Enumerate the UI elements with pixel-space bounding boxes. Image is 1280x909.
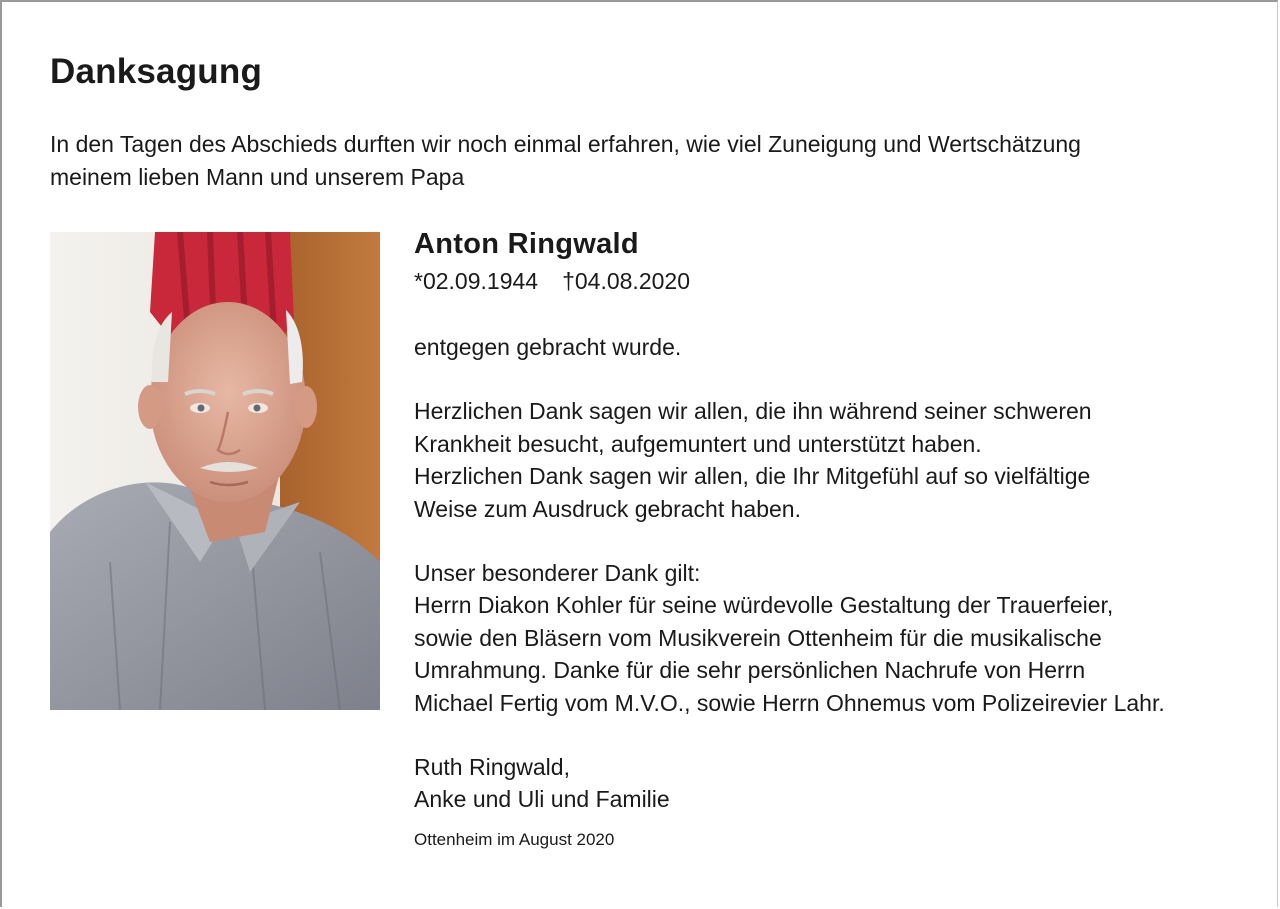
thanks-line: Herzlichen Dank sagen wir allen, die Ihr Mitgefühl auf so vielfältige bbox=[414, 463, 1091, 490]
special-thanks-line: Michael Fertig vom M.V.O., sowie Herrn Ohnemus vom Polizeirevier Lahr. bbox=[414, 689, 1165, 716]
death-date: †04.08.2020 bbox=[562, 268, 690, 294]
thanks-line: Krankheit besucht, aufgemuntert und unterstützt haben. bbox=[414, 430, 982, 457]
intro-line: meinem lieben Mann und unserem Papa bbox=[50, 164, 465, 190]
thanks-line: Herzlichen Dank sagen wir allen, die ihn während seiner schweren bbox=[414, 398, 1092, 425]
deceased-name: Anton Ringwald bbox=[414, 228, 639, 260]
continuation-line: entgegen gebracht wurde. bbox=[414, 334, 682, 360]
special-thanks-line: Herrn Diakon Kohler für seine würdevolle Gestaltung der Trauerfeier, bbox=[414, 592, 1114, 619]
continuation-text bbox=[414, 331, 1254, 363]
special-thanks-paragraph bbox=[414, 557, 1254, 719]
obituary-content bbox=[414, 226, 1254, 850]
special-thanks-line: Umrahmung. Danke für die sehr persönlichen Nachrufe von Herrn bbox=[414, 657, 1086, 684]
signature-line: Ruth Ringwald, bbox=[414, 754, 570, 781]
signature-line: Anke und Uli und Familie bbox=[414, 786, 670, 813]
life-dates bbox=[414, 265, 1254, 297]
page-title: Danksagung bbox=[50, 52, 263, 91]
thanks-line: Weise zum Ausdruck gebracht haben. bbox=[414, 495, 801, 522]
intro-text bbox=[50, 128, 1250, 194]
birth-date: *02.09.1944 bbox=[414, 268, 539, 294]
portrait-photo bbox=[50, 232, 380, 710]
intro-line: In den Tagen des Abschieds durften wir noch einmal erfahren, wie viel Zuneigung und Wertschätzung bbox=[50, 131, 1081, 157]
special-thanks-line: sowie den Bläsern vom Musikverein Ottenheim für die musikalische bbox=[414, 624, 1102, 651]
place-and-date: Ottenheim im August 2020 bbox=[414, 829, 615, 849]
special-thanks-line: Unser besonderer Dank gilt: bbox=[414, 560, 701, 587]
signature bbox=[414, 751, 1254, 816]
thanks-paragraph bbox=[414, 395, 1254, 525]
